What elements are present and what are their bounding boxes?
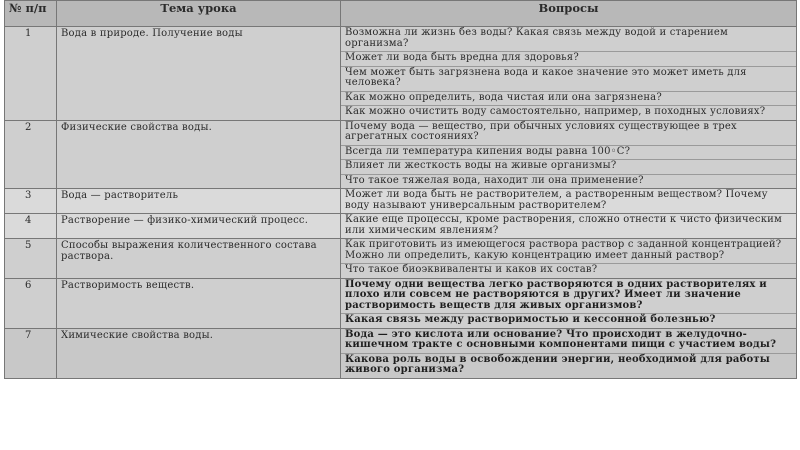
question-item: Как можно определить, вода чистая или она загрязнена?	[341, 92, 796, 107]
table-row	[5, 239, 797, 279]
row-number: 3	[5, 189, 57, 214]
question-list	[341, 278, 797, 328]
row-number: 2	[5, 120, 57, 189]
question-item: Почему вода — вещество, при обычных условиях существующее в трех агрегатных состояниях?	[341, 121, 796, 146]
lesson-topic: Физические свойства воды.	[57, 120, 341, 189]
question-item: Как можно очистить воду самостоятельно, например, в походных условиях?	[345, 106, 766, 117]
table-row	[5, 278, 797, 328]
question-list	[341, 27, 797, 121]
lesson-topic: Вода — растворитель	[57, 189, 341, 214]
question-item: Как приготовить из имеющегося раствора раствор с заданной концентрацией? Можно ли определить, какую концентрацию имеет данный раствор?	[341, 239, 796, 264]
question-item: Почему одни вещества легко растворяются в одних растворителях и плохо или совсем не растворяются в других? Имеет ли значение растворимость веществ для живых организмов?	[341, 279, 796, 315]
lesson-topic: Вода в природе. Получение воды	[57, 27, 341, 121]
question-list	[341, 120, 797, 189]
row-number: 7	[5, 328, 57, 378]
lesson-topic: Растворение — физико-химический процесс.	[57, 214, 341, 239]
header-questions: Вопросы	[341, 1, 797, 27]
table-row	[5, 189, 797, 214]
table-row	[5, 328, 797, 378]
row-number: 5	[5, 239, 57, 279]
question-item: Возможна ли жизнь без воды? Какая связь между водой и старением организма?	[341, 27, 796, 52]
question-item: Чем может быть загрязнена вода и какое значение это может иметь для человека?	[341, 67, 796, 92]
table-row	[5, 214, 797, 239]
question-list	[341, 214, 797, 239]
question-item: Может ли вода быть вредна для здоровья?	[341, 52, 796, 67]
row-number: 1	[5, 27, 57, 121]
lessons-table	[4, 0, 797, 379]
question-item: Какая связь между растворимостью и кессонной болезнью?	[345, 314, 716, 325]
lesson-topic: Химические свойства воды.	[57, 328, 341, 378]
lesson-topic: Способы выражения количественного состава раствора.	[57, 239, 341, 279]
question-item: Вода — это кислота или основание? Что происходит в желудочно-кишечном тракте с основными компонентами пищи с участием воды?	[341, 329, 796, 354]
header-topic: Тема урока	[57, 1, 341, 27]
table-row	[5, 120, 797, 189]
question-list	[341, 328, 797, 378]
question-list	[341, 239, 797, 279]
row-number: 4	[5, 214, 57, 239]
header-num: № п/п	[5, 1, 57, 27]
lesson-topic: Растворимость веществ.	[57, 278, 341, 328]
table-header-row	[5, 1, 797, 27]
question-item: Какова роль воды в освобождении энергии, необходимой для работы живого организма?	[345, 353, 770, 375]
question-item: Какие еще процессы, кроме растворения, сложно отнести к чисто физическим или химическим явлениям?	[345, 214, 783, 236]
question-item: Может ли вода быть не растворителем, а растворенным веществом? Почему воду называют универсальным растворителем?	[345, 189, 768, 211]
row-number: 6	[5, 278, 57, 328]
table-row	[5, 27, 797, 121]
question-item: Что такое биоэквиваленты и каков их состав?	[345, 264, 598, 275]
question-list	[341, 189, 797, 214]
question-item: Всегда ли температура кипения воды равна 100◦С?	[341, 146, 796, 161]
question-item: Влияет ли жесткость воды на живые организмы?	[341, 160, 796, 175]
question-item: Что такое тяжелая вода, находит ли она применение?	[345, 174, 644, 186]
